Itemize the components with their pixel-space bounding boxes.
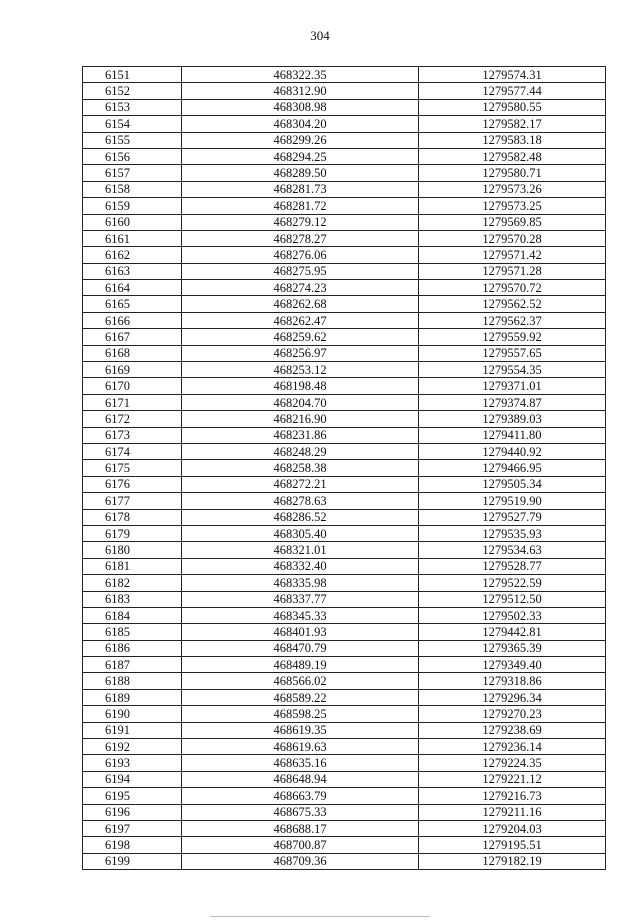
- x-coordinate-cell: 468312.90: [182, 83, 419, 99]
- y-coordinate-cell: 1279270.23: [419, 706, 606, 722]
- point-number-cell: 6178: [83, 509, 182, 525]
- x-coordinate-cell: 468589.22: [182, 689, 419, 705]
- x-coordinate-cell: 468275.95: [182, 263, 419, 279]
- y-coordinate-cell: 1279583.18: [419, 132, 606, 148]
- y-coordinate-cell: 1279582.48: [419, 148, 606, 164]
- coordinates-table: [82, 66, 606, 870]
- table-row: [83, 148, 606, 164]
- x-coordinate-cell: 468305.40: [182, 525, 419, 541]
- point-number-cell: 6180: [83, 542, 182, 558]
- point-number-cell: 6189: [83, 689, 182, 705]
- table-row: [83, 525, 606, 541]
- x-coordinate-cell: 468278.63: [182, 493, 419, 509]
- bottom-rule: [210, 916, 430, 917]
- point-number-cell: 6185: [83, 624, 182, 640]
- table-row: [83, 820, 606, 836]
- y-coordinate-cell: 1279440.92: [419, 443, 606, 459]
- point-number-cell: 6152: [83, 83, 182, 99]
- y-coordinate-cell: 1279535.93: [419, 525, 606, 541]
- y-coordinate-cell: 1279296.34: [419, 689, 606, 705]
- y-coordinate-cell: 1279570.72: [419, 280, 606, 296]
- x-coordinate-cell: 468304.20: [182, 116, 419, 132]
- y-coordinate-cell: 1279557.65: [419, 345, 606, 361]
- y-coordinate-cell: 1279573.26: [419, 181, 606, 197]
- x-coordinate-cell: 468648.94: [182, 771, 419, 787]
- x-coordinate-cell: 468321.01: [182, 542, 419, 558]
- table-row: [83, 181, 606, 197]
- x-coordinate-cell: 468289.50: [182, 165, 419, 181]
- point-number-cell: 6158: [83, 181, 182, 197]
- point-number-cell: 6168: [83, 345, 182, 361]
- y-coordinate-cell: 1279559.92: [419, 329, 606, 345]
- point-number-cell: 6176: [83, 476, 182, 492]
- coordinates-table-body: [83, 67, 606, 870]
- table-row: [83, 804, 606, 820]
- table-row: [83, 230, 606, 246]
- table-row: [83, 394, 606, 410]
- y-coordinate-cell: 1279466.95: [419, 460, 606, 476]
- x-coordinate-cell: 468272.21: [182, 476, 419, 492]
- x-coordinate-cell: 468248.29: [182, 443, 419, 459]
- y-coordinate-cell: 1279182.19: [419, 853, 606, 869]
- y-coordinate-cell: 1279573.25: [419, 198, 606, 214]
- table-row: [83, 443, 606, 459]
- point-number-cell: 6191: [83, 722, 182, 738]
- table-row: [83, 99, 606, 115]
- x-coordinate-cell: 468279.12: [182, 214, 419, 230]
- x-coordinate-cell: 468401.93: [182, 624, 419, 640]
- x-coordinate-cell: 468198.48: [182, 378, 419, 394]
- table-row: [83, 771, 606, 787]
- x-coordinate-cell: 468332.40: [182, 558, 419, 574]
- point-number-cell: 6166: [83, 312, 182, 328]
- x-coordinate-cell: 468216.90: [182, 411, 419, 427]
- y-coordinate-cell: 1279527.79: [419, 509, 606, 525]
- x-coordinate-cell: 468688.17: [182, 820, 419, 836]
- table-row: [83, 67, 606, 83]
- y-coordinate-cell: 1279374.87: [419, 394, 606, 410]
- x-coordinate-cell: 468253.12: [182, 362, 419, 378]
- table-row: [83, 116, 606, 132]
- y-coordinate-cell: 1279349.40: [419, 657, 606, 673]
- point-number-cell: 6171: [83, 394, 182, 410]
- x-coordinate-cell: 468262.68: [182, 296, 419, 312]
- x-coordinate-cell: 468231.86: [182, 427, 419, 443]
- x-coordinate-cell: 468335.98: [182, 575, 419, 591]
- y-coordinate-cell: 1279534.63: [419, 542, 606, 558]
- table-row: [83, 362, 606, 378]
- point-number-cell: 6154: [83, 116, 182, 132]
- point-number-cell: 6182: [83, 575, 182, 591]
- point-number-cell: 6177: [83, 493, 182, 509]
- point-number-cell: 6181: [83, 558, 182, 574]
- point-number-cell: 6161: [83, 230, 182, 246]
- x-coordinate-cell: 468700.87: [182, 837, 419, 853]
- point-number-cell: 6184: [83, 607, 182, 623]
- x-coordinate-cell: 468274.23: [182, 280, 419, 296]
- table-row: [83, 247, 606, 263]
- x-coordinate-cell: 468262.47: [182, 312, 419, 328]
- y-coordinate-cell: 1279571.42: [419, 247, 606, 263]
- y-coordinate-cell: 1279221.12: [419, 771, 606, 787]
- point-number-cell: 6196: [83, 804, 182, 820]
- table-row: [83, 689, 606, 705]
- x-coordinate-cell: 468286.52: [182, 509, 419, 525]
- y-coordinate-cell: 1279522.59: [419, 575, 606, 591]
- y-coordinate-cell: 1279570.28: [419, 230, 606, 246]
- point-number-cell: 6194: [83, 771, 182, 787]
- y-coordinate-cell: 1279389.03: [419, 411, 606, 427]
- y-coordinate-cell: 1279562.52: [419, 296, 606, 312]
- table-row: [83, 280, 606, 296]
- point-number-cell: 6170: [83, 378, 182, 394]
- x-coordinate-cell: 468619.63: [182, 739, 419, 755]
- y-coordinate-cell: 1279512.50: [419, 591, 606, 607]
- table-row: [83, 788, 606, 804]
- table-row: [83, 755, 606, 771]
- point-number-cell: 6165: [83, 296, 182, 312]
- point-number-cell: 6172: [83, 411, 182, 427]
- point-number-cell: 6193: [83, 755, 182, 771]
- y-coordinate-cell: 1279580.55: [419, 99, 606, 115]
- y-coordinate-cell: 1279554.35: [419, 362, 606, 378]
- table-row: [83, 542, 606, 558]
- point-number-cell: 6159: [83, 198, 182, 214]
- point-number-cell: 6192: [83, 739, 182, 755]
- table-row: [83, 345, 606, 361]
- x-coordinate-cell: 468709.36: [182, 853, 419, 869]
- table-row: [83, 132, 606, 148]
- table-row: [83, 509, 606, 525]
- point-number-cell: 6162: [83, 247, 182, 263]
- x-coordinate-cell: 468281.72: [182, 198, 419, 214]
- x-coordinate-cell: 468619.35: [182, 722, 419, 738]
- y-coordinate-cell: 1279528.77: [419, 558, 606, 574]
- point-number-cell: 6164: [83, 280, 182, 296]
- y-coordinate-cell: 1279562.37: [419, 312, 606, 328]
- x-coordinate-cell: 468276.06: [182, 247, 419, 263]
- table-row: [83, 558, 606, 574]
- point-number-cell: 6188: [83, 673, 182, 689]
- x-coordinate-cell: 468278.27: [182, 230, 419, 246]
- x-coordinate-cell: 468566.02: [182, 673, 419, 689]
- y-coordinate-cell: 1279211.16: [419, 804, 606, 820]
- point-number-cell: 6157: [83, 165, 182, 181]
- point-number-cell: 6179: [83, 525, 182, 541]
- table-row: [83, 837, 606, 853]
- point-number-cell: 6167: [83, 329, 182, 345]
- table-row: [83, 460, 606, 476]
- table-row: [83, 198, 606, 214]
- y-coordinate-cell: 1279582.17: [419, 116, 606, 132]
- table-row: [83, 657, 606, 673]
- y-coordinate-cell: 1279502.33: [419, 607, 606, 623]
- x-coordinate-cell: 468294.25: [182, 148, 419, 164]
- y-coordinate-cell: 1279224.35: [419, 755, 606, 771]
- point-number-cell: 6198: [83, 837, 182, 853]
- table-row: [83, 739, 606, 755]
- table-row: [83, 493, 606, 509]
- table-row: [83, 214, 606, 230]
- table-row: [83, 722, 606, 738]
- page-number: 304: [310, 28, 330, 43]
- point-number-cell: 6169: [83, 362, 182, 378]
- table-row: [83, 165, 606, 181]
- table-row: [83, 476, 606, 492]
- point-number-cell: 6197: [83, 820, 182, 836]
- x-coordinate-cell: 468299.26: [182, 132, 419, 148]
- y-coordinate-cell: 1279216.73: [419, 788, 606, 804]
- x-coordinate-cell: 468322.35: [182, 67, 419, 83]
- y-coordinate-cell: 1279318.86: [419, 673, 606, 689]
- x-coordinate-cell: 468204.70: [182, 394, 419, 410]
- table-row: [83, 673, 606, 689]
- table-row: [83, 575, 606, 591]
- point-number-cell: 6183: [83, 591, 182, 607]
- table-row: [83, 312, 606, 328]
- point-number-cell: 6160: [83, 214, 182, 230]
- table-row: [83, 378, 606, 394]
- x-coordinate-cell: 468259.62: [182, 329, 419, 345]
- y-coordinate-cell: 1279365.39: [419, 640, 606, 656]
- point-number-cell: 6151: [83, 67, 182, 83]
- table-row: [83, 427, 606, 443]
- point-number-cell: 6153: [83, 99, 182, 115]
- table-row: [83, 83, 606, 99]
- y-coordinate-cell: 1279519.90: [419, 493, 606, 509]
- point-number-cell: 6163: [83, 263, 182, 279]
- y-coordinate-cell: 1279236.14: [419, 739, 606, 755]
- x-coordinate-cell: 468308.98: [182, 99, 419, 115]
- x-coordinate-cell: 468663.79: [182, 788, 419, 804]
- point-number-cell: 6173: [83, 427, 182, 443]
- x-coordinate-cell: 468489.19: [182, 657, 419, 673]
- y-coordinate-cell: 1279195.51: [419, 837, 606, 853]
- table-row: [83, 607, 606, 623]
- point-number-cell: 6175: [83, 460, 182, 476]
- table-row: [83, 329, 606, 345]
- table-row: [83, 853, 606, 869]
- point-number-cell: 6186: [83, 640, 182, 656]
- x-coordinate-cell: 468470.79: [182, 640, 419, 656]
- x-coordinate-cell: 468281.73: [182, 181, 419, 197]
- table-row: [83, 263, 606, 279]
- table-row: [83, 411, 606, 427]
- x-coordinate-cell: 468337.77: [182, 591, 419, 607]
- x-coordinate-cell: 468258.38: [182, 460, 419, 476]
- y-coordinate-cell: 1279571.28: [419, 263, 606, 279]
- x-coordinate-cell: 468345.33: [182, 607, 419, 623]
- table-row: [83, 706, 606, 722]
- point-number-cell: 6174: [83, 443, 182, 459]
- y-coordinate-cell: 1279577.44: [419, 83, 606, 99]
- table-row: [83, 640, 606, 656]
- y-coordinate-cell: 1279371.01: [419, 378, 606, 394]
- y-coordinate-cell: 1279442.81: [419, 624, 606, 640]
- point-number-cell: 6156: [83, 148, 182, 164]
- y-coordinate-cell: 1279204.03: [419, 820, 606, 836]
- y-coordinate-cell: 1279580.71: [419, 165, 606, 181]
- point-number-cell: 6190: [83, 706, 182, 722]
- y-coordinate-cell: 1279569.85: [419, 214, 606, 230]
- x-coordinate-cell: 468635.16: [182, 755, 419, 771]
- point-number-cell: 6187: [83, 657, 182, 673]
- x-coordinate-cell: 468256.97: [182, 345, 419, 361]
- y-coordinate-cell: 1279574.31: [419, 67, 606, 83]
- table-row: [83, 296, 606, 312]
- x-coordinate-cell: 468598.25: [182, 706, 419, 722]
- point-number-cell: 6199: [83, 853, 182, 869]
- y-coordinate-cell: 1279411.80: [419, 427, 606, 443]
- y-coordinate-cell: 1279505.34: [419, 476, 606, 492]
- point-number-cell: 6155: [83, 132, 182, 148]
- x-coordinate-cell: 468675.33: [182, 804, 419, 820]
- y-coordinate-cell: 1279238.69: [419, 722, 606, 738]
- table-row: [83, 624, 606, 640]
- point-number-cell: 6195: [83, 788, 182, 804]
- table-row: [83, 591, 606, 607]
